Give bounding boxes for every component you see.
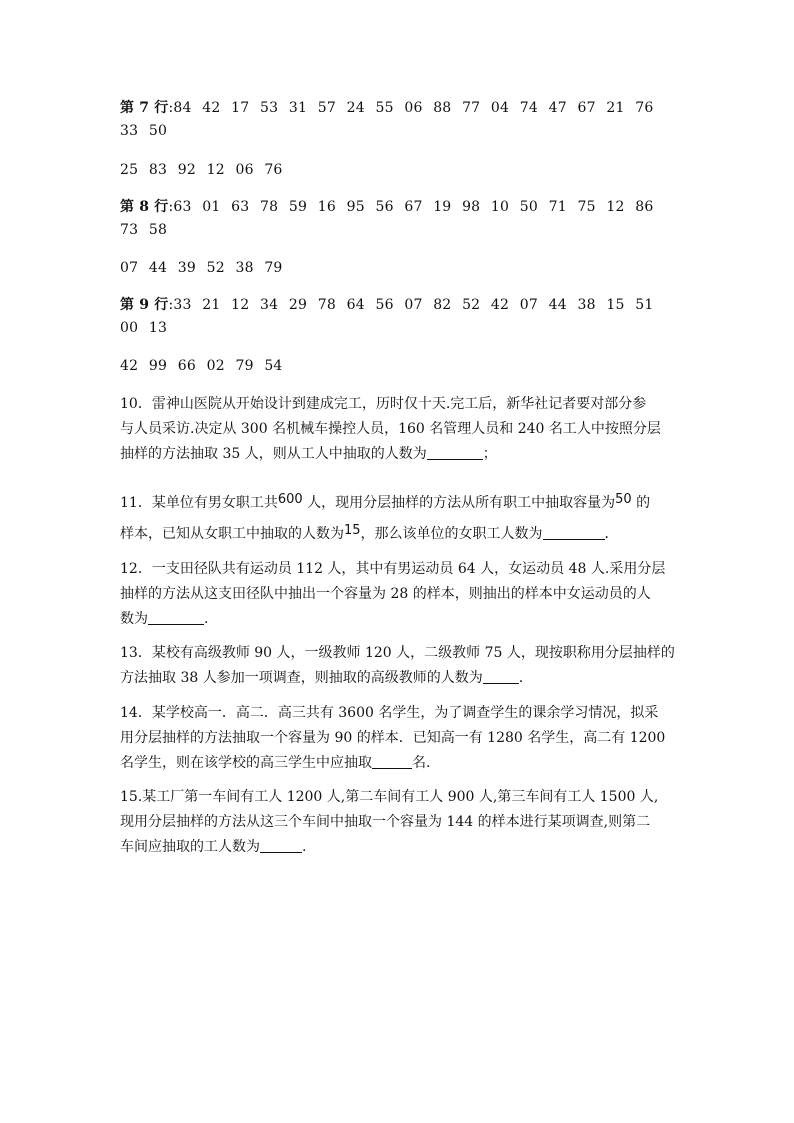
question-11-line2	[120, 517, 680, 548]
number-50: 50	[615, 492, 632, 507]
question-12-end: .	[204, 611, 209, 627]
random-table-row9-line1	[120, 295, 653, 315]
question-13-end: .	[518, 670, 524, 686]
question-11	[120, 486, 680, 548]
question-11-text-a: 11．某单位有男女职工共	[120, 495, 278, 511]
row-numbers: :63 01 63 78 59 16 95 56 67 19 98 10 50 71 75 12 86	[168, 199, 654, 215]
question-11-text-b: 人，现用分层抽样的方法从所有职工中抽取容量为	[302, 495, 616, 511]
question-15	[120, 785, 680, 860]
question-11-line1	[120, 486, 680, 517]
row-label: 第 9 行	[120, 297, 169, 313]
question-13	[120, 641, 680, 691]
random-table-row8-line3: 07 44 39 52 38 79	[120, 260, 283, 276]
row-label: 第 8 行	[120, 199, 169, 215]
random-table-row9-line3: 42 99 66 02 79 54	[120, 358, 283, 374]
question-14-line3	[120, 751, 680, 776]
answer-blank-15[interactable]	[260, 836, 302, 853]
random-table-row7-line1	[120, 98, 653, 118]
question-10	[120, 392, 680, 467]
question-15-line1: 15.某工厂第一车间有工人 1200 人,第二车间有工人 900 人,第三车间有工人 1500 人,	[120, 789, 659, 805]
question-14-text: 名学生，则在该学校的高三学生中应抽取	[120, 755, 372, 771]
random-table-row8-line1	[120, 197, 653, 217]
question-15-end: .	[302, 839, 307, 855]
answer-blank-11[interactable]	[543, 523, 605, 540]
answer-blank-14[interactable]	[372, 752, 412, 769]
question-12	[120, 557, 680, 632]
number-600: 600	[277, 492, 303, 507]
random-table-row7-line2: 33 50	[120, 123, 168, 139]
question-10-line1: 10．雷神山医院从开始设计到建成完工，历时仅十天.完工后，新华社记者要对部分参	[120, 396, 647, 412]
question-15-line2: 现用分层抽样的方法从这三个车间中抽取一个容量为 144 的样本进行某项调查,则第二	[120, 814, 651, 830]
question-10-end: ；	[482, 446, 497, 462]
question-13-text: 方法抽取 38 人参加一项调查，则抽取的高级教师的人数为	[120, 670, 483, 686]
random-table-row8-line2: 73 58	[120, 222, 168, 238]
answer-blank-10[interactable]	[427, 443, 483, 460]
number-15: 15	[344, 523, 361, 538]
question-12-text: 数为	[120, 611, 148, 627]
answer-blank-13[interactable]	[483, 667, 519, 684]
question-11-end: ．	[604, 526, 619, 542]
question-14-end: 名.	[412, 755, 431, 771]
question-14-line2: 用分层抽样的方法抽取一个容量为 90 的样本．已知高一有 1280 名学生，高二有 1200	[120, 730, 666, 746]
question-12-line1: 12．一支田径队共有运动员 112 人，其中有男运动员 64 人，女运动员 48 人.采用分层	[120, 561, 666, 577]
row-numbers: :84 42 17 53 31 57 24 55 06 88 77 04 74 47 67 21 76	[168, 100, 654, 116]
question-12-line3	[120, 607, 680, 632]
question-11-text-c: 的	[631, 495, 651, 511]
question-15-line3	[120, 835, 680, 860]
question-11-text-e: ，那么该单位的女职工人数为	[360, 526, 543, 542]
random-table-row9-line2: 00 13	[120, 320, 168, 336]
question-13-line2	[120, 666, 680, 691]
question-10-line3	[120, 442, 680, 467]
question-10-text: 抽样的方法抽取 35 人，则从工人中抽取的人数为	[120, 446, 427, 462]
question-10-line2: 与人员采访.决定从 300 名机械车操控人员，160 名管理人员和 240 名工人中按照分层	[120, 421, 661, 437]
random-table-row7-line3: 25 83 92 12 06 76	[120, 162, 283, 178]
row-label: 第 7 行	[120, 100, 169, 116]
question-12-line2: 抽样的方法从这支田径队中抽出一个容量为 28 的样本，则抽出的样本中女运动员的人	[120, 586, 651, 602]
answer-blank-12[interactable]	[148, 608, 204, 625]
question-13-line1: 13．某校有高级教师 90 人，一级教师 120 人，二级教师 75 人，现按职称用分层抽样的	[120, 645, 675, 661]
question-14	[120, 701, 680, 776]
question-11-text-d: 样本，已知从女职工中抽取的人数为	[120, 526, 344, 542]
row-numbers: :33 21 12 34 29 78 64 56 07 82 52 42 07 44 38 15 51	[168, 297, 654, 313]
question-14-line1: 14．某学校高一．高二．高三共有 3600 名学生，为了调查学生的课余学习情况，拟采	[120, 705, 659, 721]
question-15-text: 车间应抽取的工人数为	[120, 839, 260, 855]
